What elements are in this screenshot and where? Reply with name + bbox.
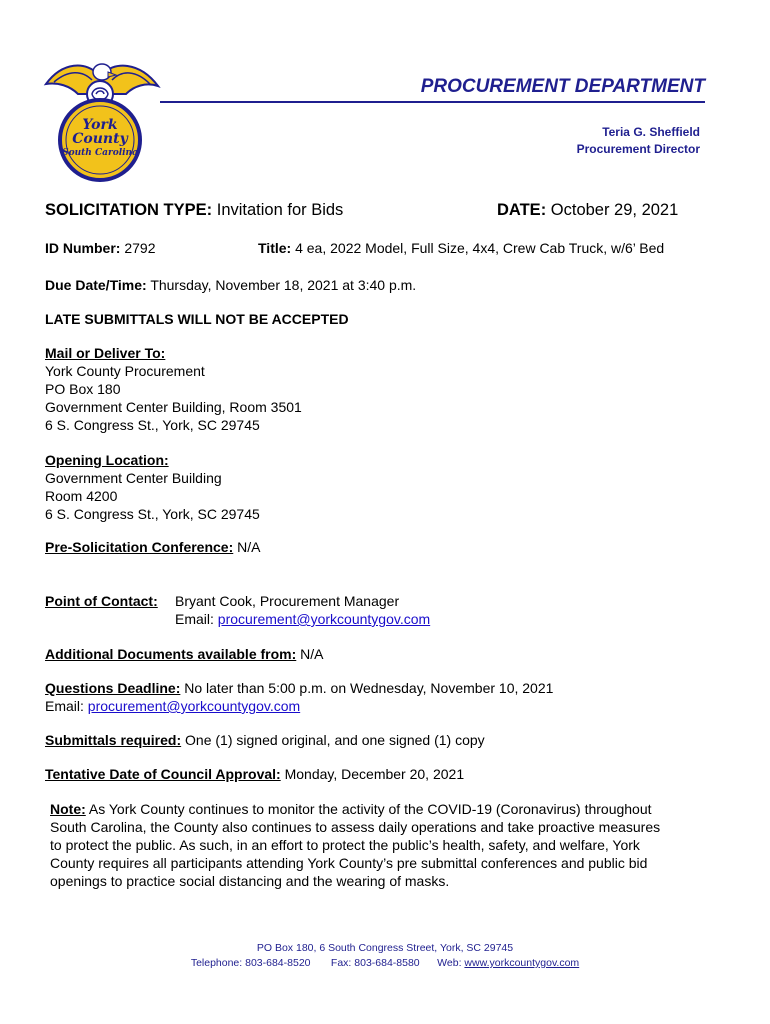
footer-telephone: Telephone: 803-684-8520: [190, 957, 311, 969]
contact-email-label: Email:: [175, 611, 214, 627]
due-date-value: Thursday, November 18, 2021 at 3:40 p.m.: [150, 277, 417, 293]
note-line: openings to practice social distancing and the wearing of masks.: [50, 873, 450, 889]
pre-solicitation-label: Pre-Solicitation Conference:: [45, 539, 234, 555]
id-number-value: 2792: [124, 240, 156, 256]
contact-details: [175, 592, 430, 628]
submittals-required: [45, 731, 485, 749]
mail-block: [45, 344, 302, 434]
header-divider: [160, 101, 705, 103]
footer-web-link[interactable]: www.yorkcountygov.com: [464, 957, 580, 969]
contact-email-row: [175, 610, 430, 628]
department-title: PROCUREMENT DEPARTMENT: [420, 76, 705, 97]
questions-value: No later than 5:00 p.m. on Wednesday, November 10, 2021: [184, 680, 554, 696]
due-date: [45, 276, 416, 294]
late-notice: LATE SUBMITTALS WILL NOT BE ACCEPTED: [45, 311, 349, 327]
footer-web-label: Web:: [437, 957, 462, 969]
logo-text-county: County: [72, 131, 128, 147]
note-line: to protect the public. As such, in an effort to protect the public’s health, safety, and welfare, York: [50, 837, 640, 853]
date-label: DATE:: [497, 201, 547, 219]
opening-block: [45, 451, 260, 523]
opening-line: Government Center Building: [45, 470, 222, 486]
solicitation-type-value: Invitation for Bids: [216, 201, 344, 219]
logo-text-state: South Carolina: [62, 148, 138, 158]
contact-label: Point of Contact:: [45, 593, 158, 609]
solicitation-type-label: SOLICITATION TYPE:: [45, 201, 213, 219]
footer-fax: Fax: 803-684-8580: [330, 957, 420, 969]
note-line: County requires all participants attending York County’s pre submittal conferences and public bid: [50, 855, 648, 871]
solicitation-type: [45, 201, 343, 220]
mail-line: PO Box 180: [45, 381, 121, 397]
york-county-logo: [42, 56, 162, 182]
logo-text-york: York: [82, 117, 118, 133]
title-value: 4 ea, 2022 Model, Full Size, 4x4, Crew Cab Truck, w/6’ Bed: [295, 240, 665, 256]
council-value: Monday, December 20, 2021: [284, 766, 465, 782]
questions-deadline: [45, 679, 553, 715]
opening-line: Room 4200: [45, 488, 118, 504]
submittals-label: Submittals required:: [45, 732, 182, 748]
mail-line: 6 S. Congress St., York, SC 29745: [45, 417, 260, 433]
point-of-contact: [45, 592, 158, 610]
solicitation-title: [258, 239, 664, 257]
contact-name: Bryant Cook, Procurement Manager: [175, 593, 400, 609]
pre-solicitation-value: N/A: [237, 539, 261, 555]
submittals-value: One (1) signed original, and one signed (1) copy: [185, 732, 485, 748]
contact-email-link[interactable]: procurement@yorkcountygov.com: [217, 611, 431, 627]
director-title: Procurement Director: [576, 142, 700, 156]
covid-note: [50, 800, 730, 890]
date-value: October 29, 2021: [550, 201, 679, 219]
director-name: Teria G. Sheffield: [602, 125, 700, 139]
footer-contact-row: [0, 956, 770, 971]
questions-email-link[interactable]: procurement@yorkcountygov.com: [87, 698, 301, 714]
footer: [0, 941, 770, 971]
solicitation-date: [497, 201, 678, 220]
questions-email-label: Email:: [45, 698, 84, 714]
id-number: [45, 239, 156, 257]
note-line: South Carolina, the County also continues to assess daily operations and take proactive measures: [50, 819, 661, 835]
opening-line: 6 S. Congress St., York, SC 29745: [45, 506, 260, 522]
additional-docs-label: Additional Documents available from:: [45, 646, 297, 662]
mail-line: Government Center Building, Room 3501: [45, 399, 302, 415]
director-block: [480, 124, 700, 158]
note-label: Note:: [50, 801, 86, 817]
id-number-label: ID Number:: [45, 240, 121, 256]
additional-docs-value: N/A: [300, 646, 324, 662]
pre-solicitation: [45, 538, 261, 556]
title-label: Title:: [258, 240, 292, 256]
questions-label: Questions Deadline:: [45, 680, 181, 696]
note-line: As York County continues to monitor the activity of the COVID-19 (Coronavirus) throughout: [88, 801, 652, 817]
mail-label: Mail or Deliver To:: [45, 345, 166, 361]
council-label: Tentative Date of Council Approval:: [45, 766, 281, 782]
additional-documents: [45, 645, 324, 663]
opening-label: Opening Location:: [45, 452, 169, 468]
mail-line: York County Procurement: [45, 363, 205, 379]
council-approval: [45, 765, 464, 783]
due-date-label: Due Date/Time:: [45, 277, 147, 293]
footer-address: PO Box 180, 6 South Congress Street, York, SC 29745: [256, 942, 514, 954]
